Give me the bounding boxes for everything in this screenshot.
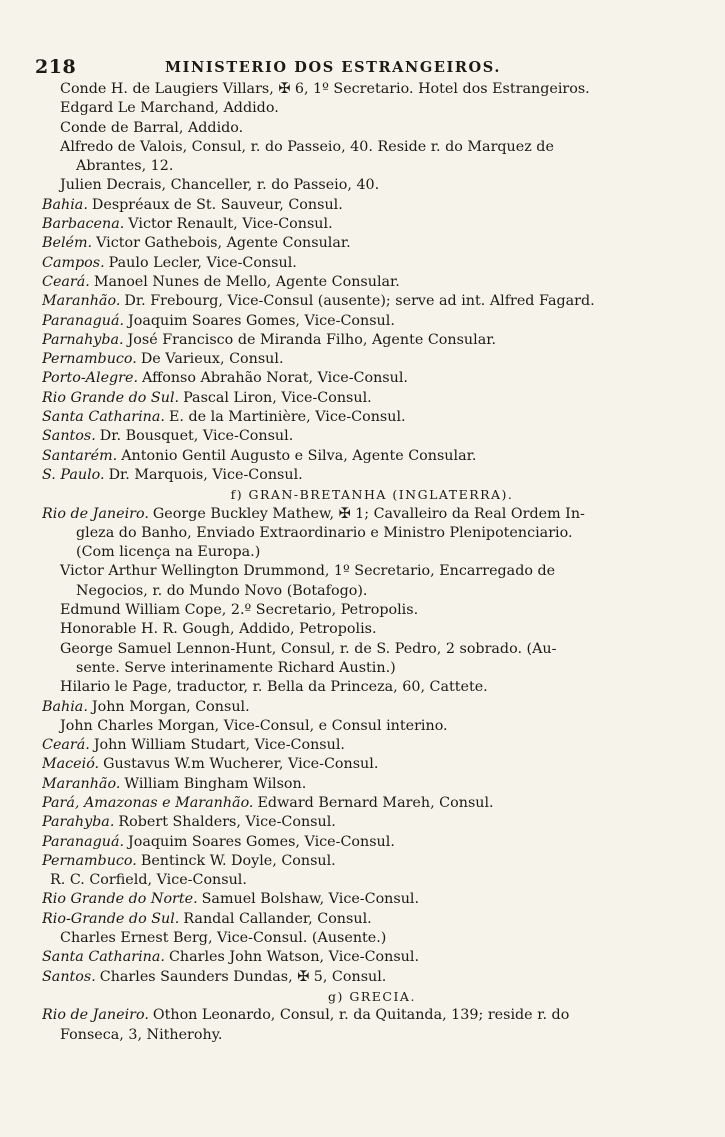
directory-listing	[42, 80, 682, 1045]
entry-text: Robert Shalders, Vice-Consul.	[118, 814, 336, 831]
entry-line	[42, 350, 682, 369]
entry-text: Victor Renault, Vice-Consul.	[128, 216, 333, 233]
place-name: Porto-Alegre.	[42, 370, 139, 387]
entry-text: De Varieux, Consul.	[140, 351, 284, 368]
entry-text: Dr. Bousquet, Vice-Consul.	[99, 428, 294, 445]
entry-line	[42, 755, 682, 774]
entry-line	[42, 910, 682, 929]
place-name: Rio de Janeiro.	[42, 1007, 149, 1024]
entry-text: Manoel Nunes de Mello, Agente Consular.	[93, 273, 400, 290]
entry-line	[42, 813, 682, 832]
entry-line	[42, 138, 682, 157]
place-name: Santa Catharina.	[42, 409, 165, 426]
section-heading	[42, 987, 682, 1006]
place-name: Pernambuco.	[42, 351, 137, 368]
entry-text: E. de la Martinière, Vice-Consul.	[168, 409, 406, 426]
entry-text: John William Studart, Vice-Consul.	[93, 737, 345, 754]
entry-line	[42, 852, 682, 871]
place-name: Parnahyba.	[42, 331, 124, 348]
entry-line	[42, 447, 682, 466]
entry-line	[42, 99, 682, 118]
place-name: Santos.	[42, 968, 96, 985]
entry-text: Bentinck W. Doyle, Consul.	[140, 852, 336, 869]
place-name: Rio Grande do Sul.	[42, 389, 180, 406]
entry-text: Negocios, r. do Mundo Novo (Botafogo).	[76, 582, 368, 599]
place-name: Barbacena.	[42, 216, 125, 233]
entry-line	[42, 215, 682, 234]
entry-line	[42, 408, 682, 427]
entry-text: José Francisco de Miranda Filho, Agente Consular.	[127, 331, 497, 348]
place-name: Bahia.	[42, 196, 88, 213]
place-name: Paranaguá.	[42, 833, 125, 850]
entry-text: John Charles Morgan, Vice-Consul, e Consul interino.	[60, 717, 448, 734]
entry-text: George Buckley Mathew, ✠ 1; Cavalleiro da Real Ordem In-	[152, 505, 585, 522]
entry-line	[42, 678, 682, 697]
entry-text: Edward Bernard Mareh, Consul.	[257, 794, 494, 811]
entry-text: f) GRAN-BRETANHA (INGLATERRA).	[230, 487, 514, 503]
entry-text: Paulo Lecler, Vice-Consul.	[108, 254, 297, 271]
entry-line	[42, 736, 682, 755]
entry-line	[42, 331, 682, 350]
entry-line	[42, 292, 682, 311]
entry-line	[42, 698, 682, 717]
entry-line	[42, 1026, 682, 1045]
entry-line	[42, 929, 682, 948]
entry-text: Joaquim Soares Gomes, Vice-Consul.	[128, 833, 395, 850]
entry-text: Dr. Marquois, Vice-Consul.	[108, 466, 303, 483]
entry-text: Dr. Frebourg, Vice-Consul (ausente); serve ad int. Alfred Fagard.	[124, 293, 595, 310]
place-name: Maranhão.	[42, 775, 121, 792]
entry-line	[42, 601, 682, 620]
entry-line	[42, 176, 682, 195]
entry-text: Abrantes, 12.	[76, 158, 174, 175]
entry-text: John Morgan, Consul.	[91, 698, 250, 715]
entry-line	[42, 890, 682, 909]
entry-text: William Bingham Wilson.	[124, 775, 307, 792]
entry-line	[42, 234, 682, 253]
entry-line	[42, 312, 682, 331]
entry-line	[42, 524, 682, 543]
place-name: Campos.	[42, 254, 105, 271]
entry-line	[42, 466, 682, 485]
entry-text: Edgard Le Marchand, Addido.	[60, 100, 279, 117]
place-name: Pernambuco.	[42, 852, 137, 869]
entry-line	[42, 1006, 682, 1025]
entry-text: Despréaux de St. Sauveur, Consul.	[91, 196, 343, 213]
entry-text: Joaquim Soares Gomes, Vice-Consul.	[128, 312, 395, 329]
place-name: Rio Grande do Norte.	[42, 891, 198, 908]
entry-line	[42, 968, 682, 987]
place-name: Santarém.	[42, 447, 118, 464]
entry-text: Alfredo de Valois, Consul, r. do Passeio, 40. Reside r. do Marquez de	[60, 138, 554, 155]
entry-line	[42, 505, 682, 524]
entry-text: Affonso Abrahão Norat, Vice-Consul.	[142, 370, 408, 387]
entry-text: Antonio Gentil Augusto e Silva, Agente Consular.	[121, 447, 477, 464]
entry-text: Samuel Bolshaw, Vice-Consul.	[201, 891, 420, 908]
place-name: Pará, Amazonas e Maranhão.	[42, 794, 254, 811]
entry-text: Fonseca, 3, Nitherohy.	[60, 1026, 223, 1043]
entry-line	[42, 543, 682, 562]
place-name: Santos.	[42, 428, 96, 445]
entry-line	[42, 389, 682, 408]
page-header	[35, 56, 680, 82]
entry-line	[42, 427, 682, 446]
place-name: Parahyba.	[42, 814, 115, 831]
entry-text: Victor Arthur Wellington Drummond, 1º Secretario, Encarregado de	[60, 563, 556, 580]
place-name: Ceará.	[42, 737, 90, 754]
place-name: Ceará.	[42, 273, 90, 290]
entry-text: sente. Serve interinamente Richard Austin.)	[76, 659, 396, 676]
place-name: Santa Catharina.	[42, 949, 165, 966]
entry-line	[42, 80, 682, 99]
entry-text: Randal Callander, Consul.	[183, 910, 372, 927]
entry-text: gleza do Banho, Enviado Extraordinario e Ministro Plenipotenciario.	[76, 524, 573, 541]
entry-line	[42, 562, 682, 581]
entry-text: Conde de Barral, Addido.	[60, 119, 244, 136]
entry-line	[42, 775, 682, 794]
entry-text: Conde H. de Laugiers Villars, ✠ 6, 1º Secretario. Hotel dos Estrangeiros.	[60, 81, 590, 97]
entry-line	[42, 369, 682, 388]
entry-text: Honorable H. R. Gough, Addido, Petropolis.	[60, 621, 377, 638]
place-name: Bahia.	[42, 698, 88, 715]
entry-line	[42, 157, 682, 176]
running-title: MINISTERIO DOS ESTRANGEIROS.	[165, 59, 501, 76]
place-name: Belém.	[42, 235, 93, 252]
entry-text: George Samuel Lennon-Hunt, Consul, r. de S. Pedro, 2 sobrado. (Au-	[60, 640, 557, 657]
entry-text: Hilario le Page, traductor, r. Bella da Princeza, 60, Cattete.	[60, 679, 488, 696]
page-number: 218	[35, 56, 77, 78]
entry-line	[42, 871, 682, 890]
entry-text: Victor Gathebois, Agente Consular.	[96, 235, 351, 252]
entry-line	[42, 582, 682, 601]
entry-text: Charles Saunders Dundas, ✠ 5, Consul.	[99, 968, 387, 985]
entry-line	[42, 119, 682, 138]
section-heading	[42, 485, 682, 504]
entry-text: Othon Leonardo, Consul, r. da Quitanda, 139; reside r. do	[152, 1007, 570, 1024]
place-name: Paranaguá.	[42, 312, 125, 329]
entry-line	[42, 620, 682, 639]
entry-text: Edmund William Cope, 2.º Secretario, Petropolis.	[60, 602, 419, 619]
entry-text: Charles John Watson, Vice-Consul.	[168, 949, 420, 966]
entry-line	[42, 273, 682, 292]
entry-text: Gustavus W.m Wucherer, Vice-Consul.	[103, 756, 379, 773]
place-name: Maceió.	[42, 756, 100, 773]
entry-line	[42, 659, 682, 678]
entry-text: Pascal Liron, Vice-Consul.	[183, 389, 372, 406]
place-name: Rio de Janeiro.	[42, 505, 149, 522]
entry-text: Charles Ernest Berg, Vice-Consul. (Ausente.)	[60, 930, 387, 947]
entry-line	[42, 948, 682, 967]
entry-line	[42, 640, 682, 659]
entry-line	[42, 196, 682, 215]
entry-line	[42, 794, 682, 813]
place-name: Rio-Grande do Sul.	[42, 910, 180, 927]
entry-text: Julien Decrais, Chanceller, r. do Passeio, 40.	[60, 177, 380, 194]
entry-line	[42, 254, 682, 273]
entry-line	[42, 717, 682, 736]
place-name: S. Paulo.	[42, 466, 105, 483]
entry-text: g) GRECIA.	[328, 988, 416, 1004]
entry-text: (Com licença na Europa.)	[76, 544, 261, 561]
place-name: Maranhão.	[42, 293, 121, 310]
entry-text: R. C. Corfield, Vice-Consul.	[50, 872, 247, 889]
entry-line	[42, 833, 682, 852]
